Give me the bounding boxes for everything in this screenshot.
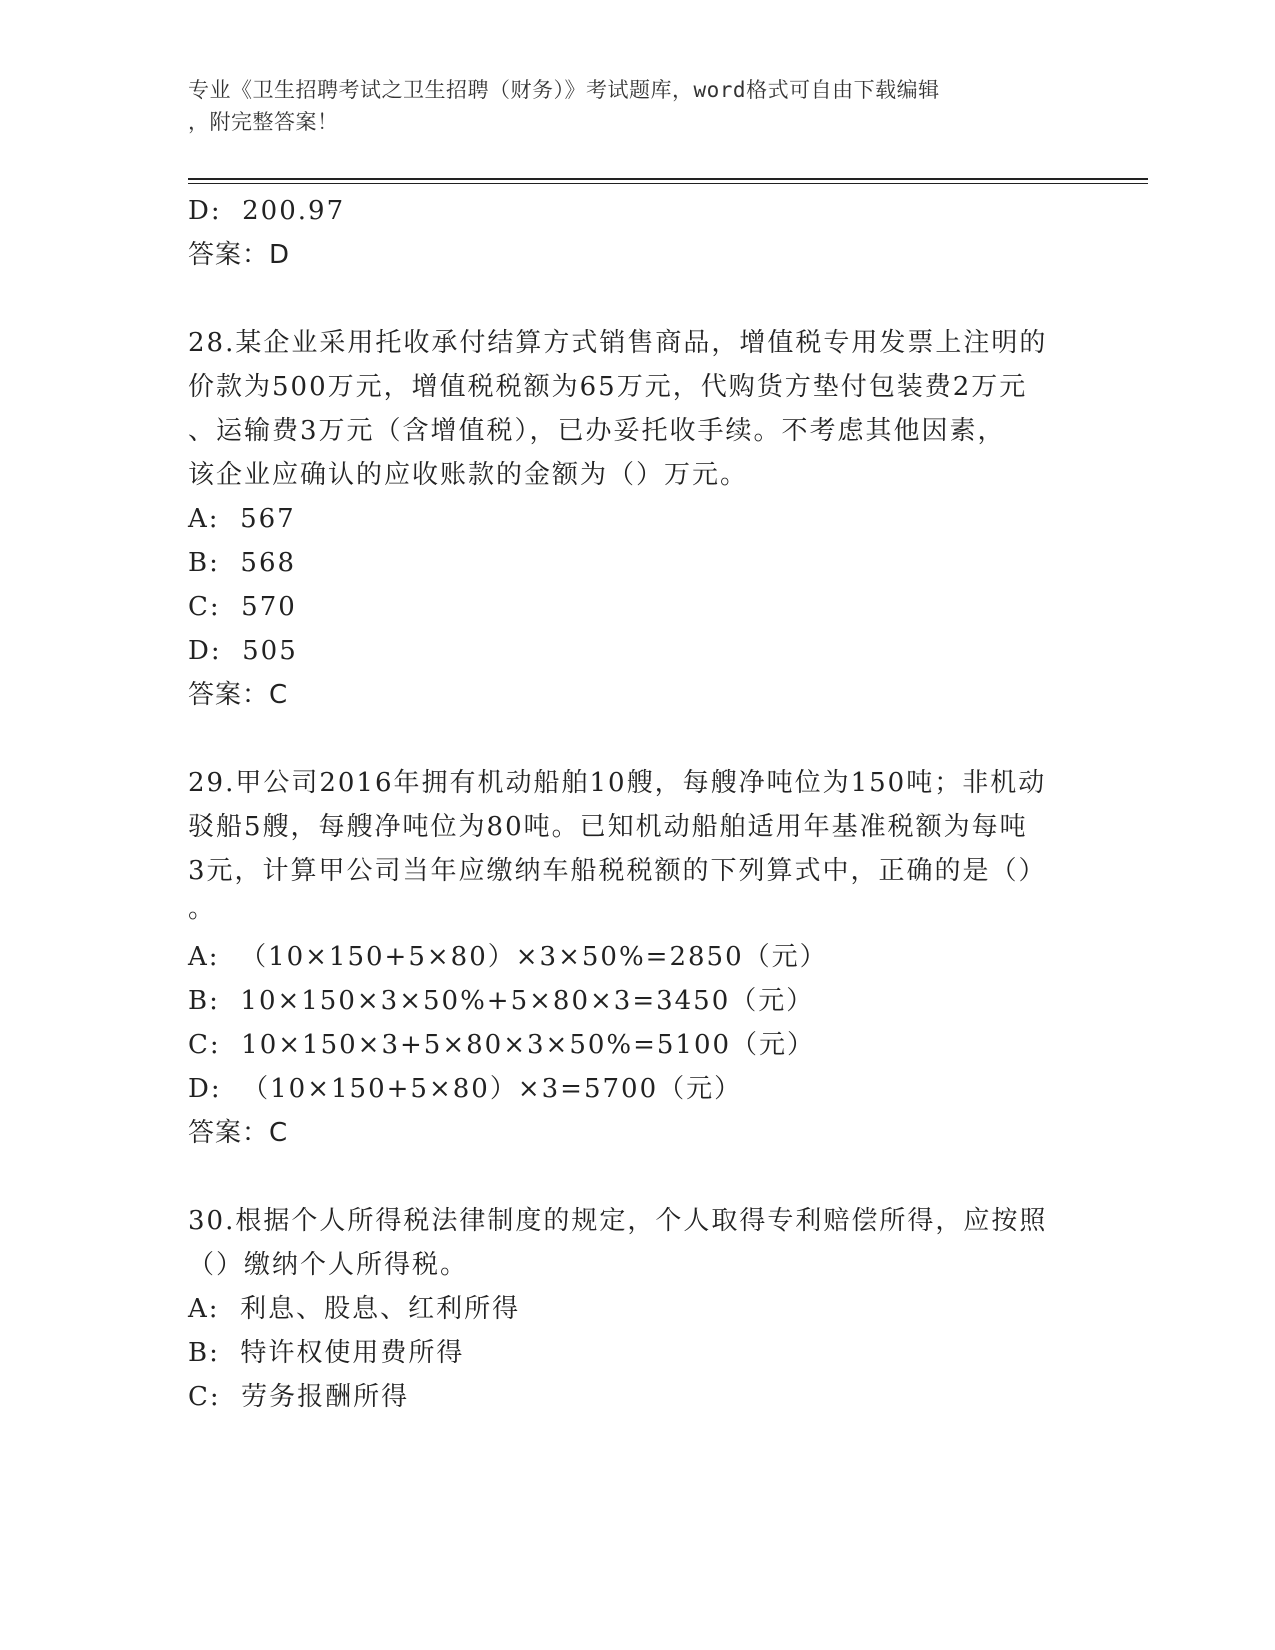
q27-answer: 答案：D [188,240,291,270]
q28-stem-line-4: 该企业应确认的应收账款的金额为（）万元。 [188,460,749,490]
header-divider-thick [188,178,1148,180]
q30-option-a: A: 利息、股息、红利所得 [188,1294,521,1324]
q29-stem-line-2: 驳船5艘，每艘净吨位为80吨。已知机动船舶适用年基准税额为每吨 [188,812,1028,842]
q29-option-c: C: 10×150×3+5×80×3×50%=5100（元） [188,1030,816,1060]
q27-option-d: D: 200.97 [188,196,346,226]
q28-stem-line-1: 28.某企业采用托收承付结算方式销售商品，增值税专用发票上注明的 [188,328,1048,358]
q30-option-b: B: 特许权使用费所得 [188,1338,465,1368]
q28-option-d: D: 505 [188,636,298,666]
q30-option-c: C: 劳务报酬所得 [188,1382,410,1412]
q29-stem-line-3: 3元，计算甲公司当年应缴纳车船税税额的下列算式中，正确的是（） [188,856,1047,886]
document-header [188,74,1068,138]
q28-stem-line-2: 价款为500万元，增值税税额为65万元，代购货方垫付包装费2万元 [188,372,1028,402]
q29-option-a: A: （10×150+5×80）×3×50%=2850（元） [188,942,828,972]
header-line-1: 专业《卫生招聘考试之卫生招聘（财务）》考试题库，word格式可自由下载编辑 [188,78,940,102]
q30-stem-line-1: 30.根据个人所得税法律制度的规定，个人取得专利赔偿所得，应按照 [188,1206,1048,1236]
q28-stem-line-3: 、运输费3万元（含增值税），已办妥托收手续。不考虑其他因素， [188,416,1006,446]
q29-option-b: B: 10×150×3×50%+5×80×3=3450（元） [188,986,815,1016]
q29-stem-line-4: 。 [188,894,217,924]
header-divider-thin [188,183,1148,184]
q29-stem-line-1: 29.甲公司2016年拥有机动船舶10艘，每艘净吨位为150吨；非机动 [188,768,1047,798]
q29-answer: 答案：C [188,1118,289,1148]
q28-option-c: C: 570 [188,592,297,622]
header-line-2: ，附完整答案！ [188,110,339,134]
q29-option-d: D: （10×150+5×80）×3=5700（元） [188,1074,743,1104]
q30-stem-line-2: （）缴纳个人所得税。 [188,1250,469,1280]
q28-answer: 答案：C [188,680,289,710]
q28-option-a: A: 567 [188,504,296,534]
q28-option-b: B: 568 [188,548,297,578]
